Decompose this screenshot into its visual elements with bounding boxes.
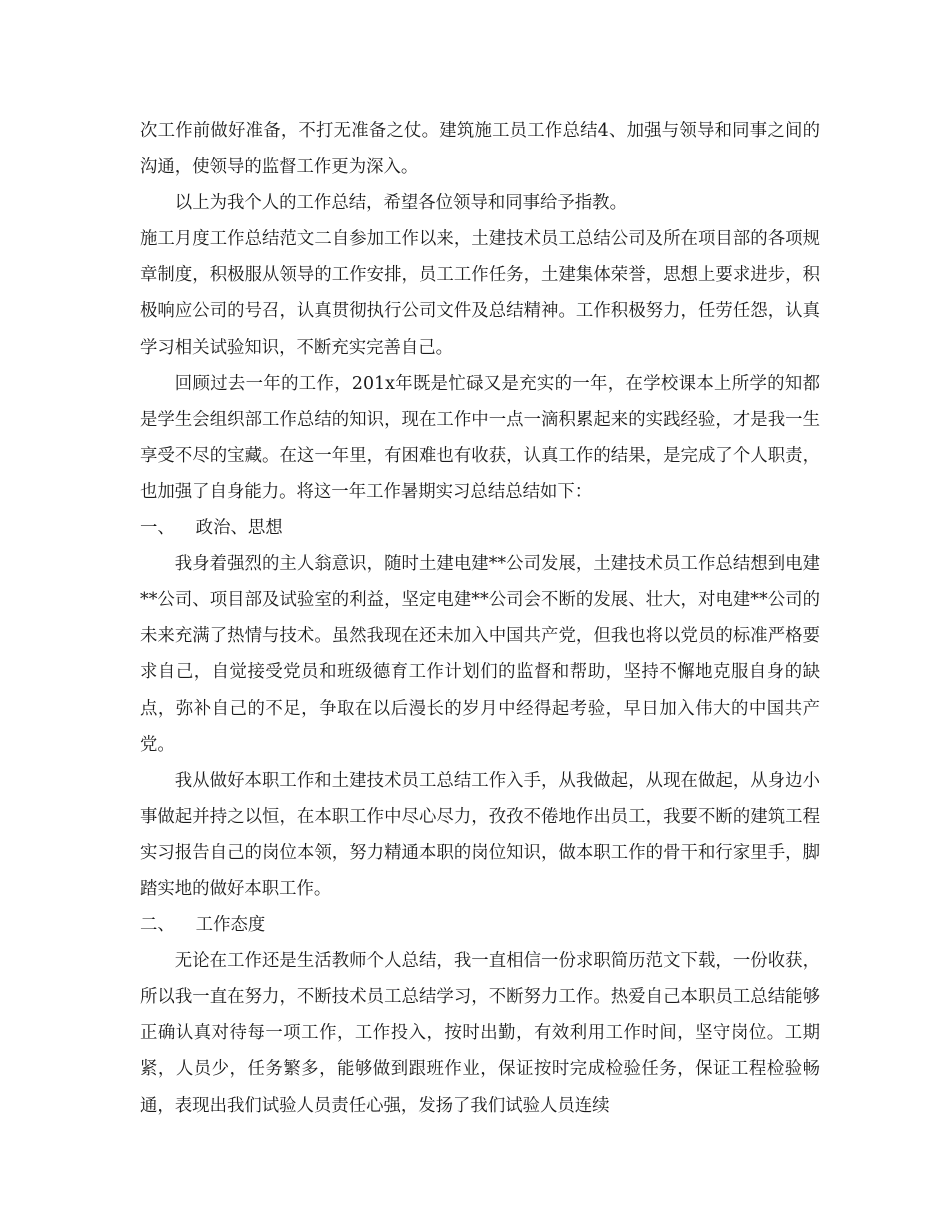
heading-number: 一、 [140,518,175,539]
section-intro-text: 自参加工作以来，土建技术员工总结公司及所在项目部的各项规章制度，积极服从领导的工作安排，员工工作任务，土建集体荣誉，思想上要求进步，积极响应公司的号召，认真贯彻执行公司文件及总结精神。工作积极努力，任劳任怨，认真学习相关试验知识，不断充实完善自己。 [140,229,820,358]
paragraph-section-two-intro [140,221,820,365]
paragraph-continuation: 次工作前做好准备，不打无准备之仗。建筑施工员工作总结4、加强与领导和同事之间的沟通，使领导的监督工作更为深入。 [140,121,820,178]
heading-number: 二、 [140,915,175,936]
heading-text: 工作态度 [195,915,266,936]
paragraph-closing-remark: 以上为我个人的工作总结，希望各位领导和同事给予指教。 [174,193,627,214]
heading-text: 政治、思想 [195,518,283,539]
paragraph-politics: 我身着强烈的主人翁意识，随时土建电建**公司发展，土建技术员工作总结想到电建**公司、项目部及试验室的利益，坚定电建**公司会不断的发展、壮大，对电建**公司的未来充满了热情与技术。虽然我现在还未加入中国共产党，但我也将以党员的标准严格要求自己，自觉接受党员和班级德育工作计划们的监督和帮助，坚持不懈地克服自身的缺点，弥补自己的不足，争取在以后漫长的岁月中经得起考验，早日加入伟大的中国共产党。 [140,554,820,755]
heading-politics [140,510,820,546]
paragraph-duty: 我从做好本职工作和土建技术员工总结工作入手，从我做起，从现在做起，从身边小事做起并持之以恒，在本职工作中尽心尽力，孜孜不倦地作出员工，我要不断的建筑工程实习报告自己的岗位本领，努力精通本职的岗位知识，做本职工作的骨干和行家里手，脚踏实地的做好本职工作。 [140,770,820,899]
document-body [140,113,820,1124]
paragraph-attitude: 无论在工作还是生活教师个人总结，我一直相信一份求职简历范文下载，一份收获，所以我一直在努力，不断技术员工总结学习，不断努力工作。热爱自己本职员工总结能够正确认真对待每一项工作，工作投入，按时出勤，有效利用工作时间，坚守岗位。工期紧，人员少，任务繁多，能够做到跟班作业，保证按时完成检验任务，保证工程检验畅通，表现出我们试验人员责任心强，发扬了我们试验人员连续 [140,951,820,1116]
paragraph-review: 回顾过去一年的工作，201x年既是忙碌又是充实的一年，在学校课本上所学的知都是学生会组织部工作总结的知识，现在工作中一点一滴积累起来的实践经验，才是我一生享受不尽的宝藏。在这一年里，有困难也有收获，认真工作的结果，是完成了个人职责，也加强了自身能力。将这一年工作暑期实习总结总结如下： [140,373,820,502]
heading-attitude [140,907,820,943]
section-title: 施工月度工作总结范文二 [140,229,332,250]
